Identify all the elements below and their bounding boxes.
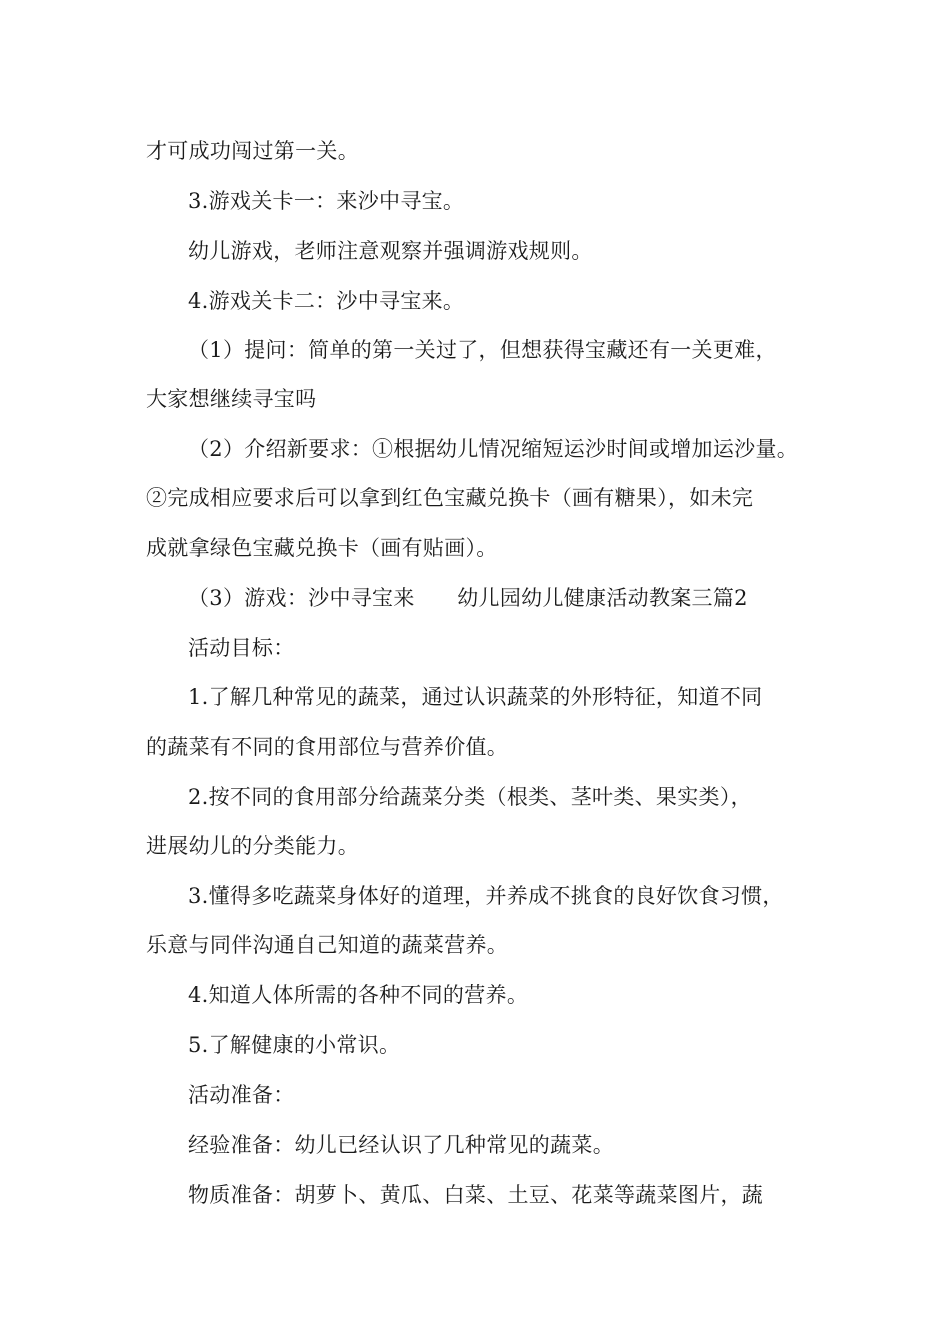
section-heading: 活动准备： [188, 1083, 295, 1107]
text-line: （2）介绍新要求：①根据幼儿情况缩短运沙时间或增加运沙量。 [188, 437, 799, 461]
text-line: 成就拿绿色宝藏兑换卡（画有贴画）。 [146, 536, 498, 560]
text-line: （3）游戏：沙中寻宝来 幼儿园幼儿健康活动教案三篇2 [188, 586, 748, 610]
text-line: 才可成功闯过第一关。 [146, 139, 359, 163]
text-line: 3.游戏关卡一：来沙中寻宝。 [188, 189, 465, 213]
text-line: （1）提问：简单的第一关过了，但想获得宝藏还有一关更难， [188, 338, 777, 362]
text-line: 经验准备：幼儿已经认识了几种常见的蔬菜。 [188, 1133, 614, 1157]
text-line: 的蔬菜有不同的食用部位与营养价值。 [146, 735, 509, 759]
text-line: 2.按不同的食用部分给蔬菜分类（根类、茎叶类、果实类）， [188, 785, 752, 809]
text-line: 幼儿游戏，老师注意观察并强调游戏规则。 [188, 239, 593, 263]
text-line: 4.游戏关卡二：沙中寻宝来。 [188, 289, 465, 313]
text-line: 乐意与同伴沟通自己知道的蔬菜营养。 [146, 933, 509, 957]
text-line: 大家想继续寻宝吗 [146, 387, 317, 411]
text-line: ②完成相应要求后可以拿到红色宝藏兑换卡（画有糖果），如未完 [146, 486, 754, 510]
text-line: 3.懂得多吃蔬菜身体好的道理，并养成不挑食的良好饮食习惯， [188, 884, 784, 908]
text-line: 物质准备：胡萝卜、黄瓜、白菜、土豆、花菜等蔬菜图片，蔬 [188, 1183, 764, 1207]
text-line: 4.知道人体所需的各种不同的营养。 [188, 983, 529, 1007]
text-line: 5.了解健康的小常识。 [188, 1033, 401, 1057]
text-line: 1.了解几种常见的蔬菜，通过认识蔬菜的外形特征，知道不同 [188, 685, 763, 709]
section-heading: 活动目标： [188, 636, 295, 660]
text-line: 进展幼儿的分类能力。 [146, 834, 359, 858]
